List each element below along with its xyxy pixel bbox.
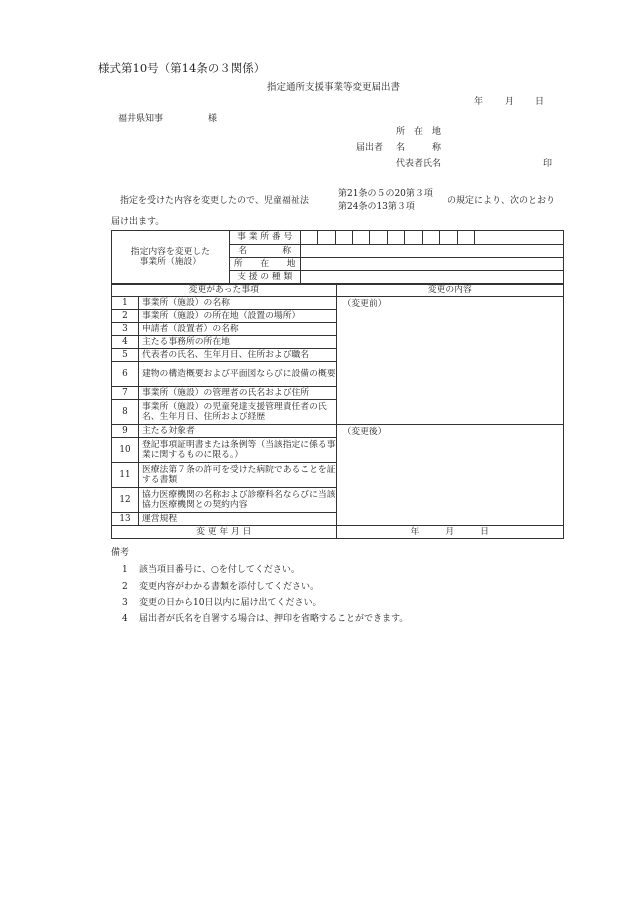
item-number[interactable]: 8 xyxy=(112,400,139,425)
item-text: 登記事項証明書または条例等（当該指定に係る事業に関するものに限る。） xyxy=(138,438,336,463)
item-number[interactable]: 10 xyxy=(112,438,139,463)
law-clause-2: 第24条の13第３項 xyxy=(338,202,415,212)
law-clause-1: 第21条の５の20第３項 xyxy=(338,189,433,199)
note-text: 該当項目番号に、○を付してください。 xyxy=(139,565,300,575)
facility-number-box[interactable] xyxy=(353,231,370,245)
item-number[interactable]: 1 xyxy=(112,297,139,310)
change-before-label: （変更前） xyxy=(342,299,387,309)
item-text: 建物の構造概要および平面図ならびに設備の概要 xyxy=(138,362,336,387)
facility-address-label: 所 在 地 xyxy=(229,258,300,271)
item-text: 主たる対象者 xyxy=(138,425,336,438)
item-number[interactable]: 12 xyxy=(112,488,139,513)
item-text: 主たる事務所の所在地 xyxy=(138,336,336,349)
note-number: 3 xyxy=(122,598,128,608)
representative-label: 代表者氏名 xyxy=(396,159,442,169)
item-number[interactable]: 9 xyxy=(112,425,139,438)
applicant-label: 届出者 xyxy=(356,143,384,153)
facility-number-box[interactable] xyxy=(457,231,474,245)
change-after-cell[interactable] xyxy=(336,425,564,526)
facility-number-blank xyxy=(475,231,564,245)
note-text: 届出者が氏名を自署する場合は、押印を省略することができます。 xyxy=(139,614,409,624)
change-before-cell[interactable] xyxy=(336,297,564,425)
change-date-field[interactable]: 年 月 日 xyxy=(336,526,564,539)
facility-number-box[interactable] xyxy=(387,231,404,245)
change-header-right: 変更の内容 xyxy=(336,285,564,297)
form-number: 様式第10号（第14条の３関係） xyxy=(98,61,266,75)
facility-number-label: 事 業 所 番 号 xyxy=(229,231,300,245)
item-number[interactable]: 11 xyxy=(112,463,139,488)
notes-title: 備考 xyxy=(111,548,130,558)
item-text: 医療法第７条の許可を受けた病院であることを証する書類 xyxy=(138,463,336,488)
note-number: 4 xyxy=(122,614,128,624)
item-number[interactable]: 5 xyxy=(112,349,139,362)
facility-name-label: 名 称 xyxy=(229,245,300,258)
change-after-label: （変更後） xyxy=(342,427,387,437)
note-number: 2 xyxy=(122,582,128,592)
addressee: 福井県知事 xyxy=(118,114,164,124)
date-year-label: 年 xyxy=(474,97,484,107)
facility-number-box[interactable] xyxy=(405,231,422,245)
note-text: 変更内容がわかる書類を添付してください。 xyxy=(139,582,320,592)
item-number[interactable]: 6 xyxy=(112,362,139,387)
change-table xyxy=(111,284,564,539)
item-text: 事業所（施設）の児童発達支援管理責任者の氏名、生年月日、住所および経歴 xyxy=(138,400,336,425)
applicant-address-label: 所 在 地 xyxy=(396,127,442,137)
honorific: 様 xyxy=(208,114,218,124)
date-month-label: 月 xyxy=(505,97,515,107)
item-number[interactable]: 4 xyxy=(112,336,139,349)
page-title: 指定通所支援事業等変更届出書 xyxy=(267,82,401,93)
item-number[interactable]: 2 xyxy=(112,310,139,323)
item-text: 事業所（施設）の名称 xyxy=(138,297,336,310)
item-text: 代表者の氏名、生年月日、住所および職名 xyxy=(138,349,336,362)
change-header-left: 変更があった事項 xyxy=(112,285,337,297)
facility-group-label: 指定内容を変更した 事業所（施設） xyxy=(112,231,230,284)
facility-address-field[interactable] xyxy=(300,258,563,271)
item-number[interactable]: 13 xyxy=(112,513,139,526)
facility-service-field[interactable] xyxy=(300,271,563,284)
facility-number-box[interactable] xyxy=(318,231,335,245)
facility-number-box[interactable] xyxy=(300,231,317,245)
applicant-name-label: 名 称 xyxy=(396,143,442,153)
body-text-after: の規定により、次のとおり xyxy=(447,196,556,206)
item-number[interactable]: 7 xyxy=(112,387,139,400)
facility-number-box[interactable] xyxy=(370,231,387,245)
date-day-label: 日 xyxy=(535,97,545,107)
seal-mark: 印 xyxy=(543,159,553,169)
item-text: 事業所（施設）の管理者の氏名および住所 xyxy=(138,387,336,400)
item-number[interactable]: 3 xyxy=(112,323,139,336)
body-text-line2: 届け出ます。 xyxy=(111,217,165,227)
facility-name-field[interactable] xyxy=(300,245,563,258)
facility-table xyxy=(111,230,564,284)
item-text: 事業所（施設）の所在地（設置の場所） xyxy=(138,310,336,323)
item-text: 申請者（設置者）の名称 xyxy=(138,323,336,336)
body-text-before: 指定を受けた内容を変更したので、児童福祉法 xyxy=(120,196,309,206)
facility-number-box[interactable] xyxy=(440,231,457,245)
item-text: 協力医療機関の名称および診療科名ならびに当該協力医療機関との契約内容 xyxy=(138,488,336,513)
facility-service-label: 支 援 の 種 類 xyxy=(229,271,300,284)
note-text: 変更の日から10日以内に届け出てください。 xyxy=(139,598,322,608)
facility-number-box[interactable] xyxy=(335,231,352,245)
item-text: 運営規程 xyxy=(138,513,336,526)
facility-number-box[interactable] xyxy=(422,231,439,245)
note-number: 1 xyxy=(122,565,128,575)
change-date-label: 変 更 年 月 日 xyxy=(112,526,337,539)
